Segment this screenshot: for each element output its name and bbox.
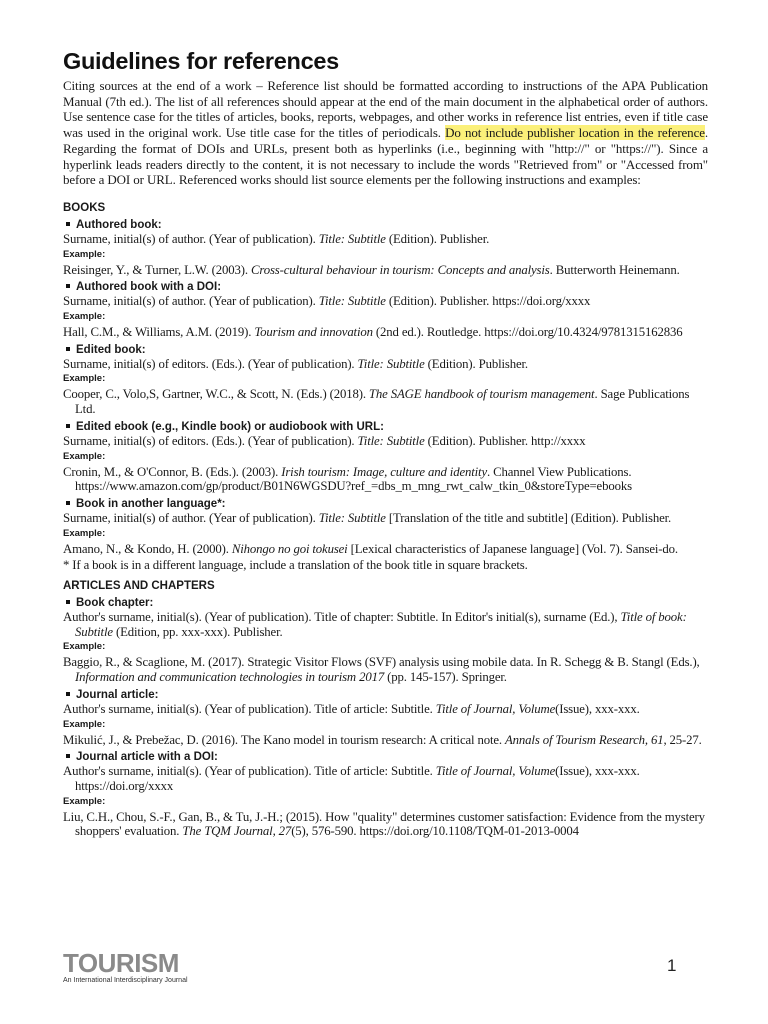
bullet-icon xyxy=(66,692,70,696)
ref-type-heading: Authored book with a DOI: xyxy=(76,281,222,294)
page-number: 1 xyxy=(667,956,677,975)
ref-type-authored-book-doi xyxy=(63,280,708,339)
bullet-icon xyxy=(66,347,70,351)
ref-example: Mikulić, J., & Prebežac, D. (2016). The Kano model in tourism research: A critical note. Annals of Tourism Research, 61, 25-27. xyxy=(63,732,702,747)
journal-footer xyxy=(63,950,188,985)
bullet-icon xyxy=(66,754,70,758)
ref-type-heading: Journal article with a DOI: xyxy=(76,751,218,764)
ref-example: Cooper, C., Volo,S, Gartner, W.C., & Scott, N. (Eds.) (2018). The SAGE handbook of tourism management. Sage Publications Ltd. xyxy=(63,387,690,417)
ref-format: Surname, initial(s) of editors. (Eds.). (Year of publication). Title: Subtitle (Edition). Publisher. http://xxxx xyxy=(63,433,586,448)
ref-type-foreign-language-book xyxy=(63,497,708,573)
document-page xyxy=(63,48,708,839)
ref-type-edited-book xyxy=(63,343,708,417)
bullet-icon xyxy=(66,424,70,428)
example-label: Example: xyxy=(63,795,106,807)
journal-tagline: An International Interdisciplinary Journal xyxy=(63,977,188,984)
ref-type-authored-book xyxy=(63,218,708,277)
section-heading-books: BOOKS xyxy=(63,201,106,214)
bullet-icon xyxy=(66,501,70,505)
page-title: Guidelines for references xyxy=(63,48,339,74)
ref-format: Surname, initial(s) of author. (Year of publication). Title: Subtitle (Edition). Publisher. xyxy=(63,231,490,246)
ref-type-ebook xyxy=(63,420,708,494)
example-label: Example: xyxy=(63,527,106,539)
ref-type-heading: Edited ebook (e.g., Kindle book) or audiobook with URL: xyxy=(76,420,384,433)
ref-example: Cronin, M., & O'Connor, B. (Eds.). (2003). Irish tourism: Image, culture and identity. Channel View Publications. https://www.amazon.com/gp/product/B01N6WGSDU?ref_=dbs_m_mng_rwt_calw_tkin_0&storeType=ebooks xyxy=(63,464,632,494)
ref-type-heading: Edited book: xyxy=(76,343,146,356)
footnote: * If a book is in a different language, include a translation of the book title in square brackets. xyxy=(63,558,528,573)
example-label: Example: xyxy=(63,718,106,730)
ref-format: Author's surname, initial(s). (Year of publication). Title of article: Subtitle. Title of Journal, Volume(Issue), xxx-xxx. https://doi.org/xxxx xyxy=(63,764,640,793)
intro-text: Citing sources at the end of a work – Reference list should be formatted according to instructions of the APA Publication Manual (7th ed.). The list of all references should appear at the end of the main document in the alphabetical order of authors. Use sentence case for the titles of articles, books, reports, webpages, and other works in reference list entries, even if title case was used in the original work. Use title case for the titles of periodicals. xyxy=(63,78,708,141)
ref-type-heading: Book chapter: xyxy=(76,597,154,610)
ref-example: Liu, C.H., Chou, S.-F., Gan, B., & Tu, J.-H.; (2015). How "quality" determines customer satisfaction: Evidence from the mystery shoppers' evaluation. The TQM Journal, 27(5), 576-590. https://doi.org/10.1108/TQM-01-2013-0004 xyxy=(63,809,705,839)
ref-format: Author's surname, initial(s). (Year of publication). Title of article: Subtitle. Title of Journal, Volume(Issue), xxx-xxx. xyxy=(63,701,640,716)
intro-highlight: Do not include publisher location in the reference xyxy=(445,125,705,141)
example-label: Example: xyxy=(63,373,106,385)
bullet-icon xyxy=(66,600,70,604)
ref-example: Reisinger, Y., & Turner, L.W. (2003). Cross-cultural behaviour in tourism: Concepts and analysis. Butterworth Heinemann. xyxy=(63,262,680,277)
ref-example: Hall, C.M., & Williams, A.M. (2019). Tourism and innovation (2nd ed.). Routledge. https://doi.org/10.4324/9781315162836 xyxy=(63,325,683,340)
ref-type-heading: Authored book: xyxy=(76,218,162,231)
example-label: Example: xyxy=(63,450,106,462)
intro-text-continued: . Regarding the format of DOIs and URLs, present both as hyperlinks (i.e., beginning with "http://" or "https://"). Since a hyperlink leads readers directly to the content, it is not necessary to include the words "Retrieved from" or "Accessed from" before a DOI or URL. Referenced works should list source elements per the following instructions and examples: xyxy=(63,125,709,188)
bullet-icon xyxy=(66,284,70,288)
bullet-icon xyxy=(66,222,70,226)
example-label: Example: xyxy=(63,248,106,260)
ref-type-heading: Book in another language*: xyxy=(76,497,226,510)
ref-format: Author's surname, initial(s). (Year of publication). Title of chapter: Subtitle. In Editor's initial(s), surname (Ed.), Title of book: Subtitle (Edition, pp. xxx-xxx). Publisher. xyxy=(63,610,687,639)
ref-example: Baggio, R., & Scaglione, M. (2017). Strategic Visitor Flows (SVF) analysis using mobile data. In R. Schegg & B. Stangl (Eds.), Information and communication technologies in tourism 2017 (pp. 145-157). Springer. xyxy=(63,655,700,685)
ref-example: Amano, N., & Kondo, H. (2000). Nihongo no goi tokusei [Lexical characteristics of Japanese language] (Vol. 7). Sansei-do. xyxy=(63,541,678,556)
ref-type-heading: Journal article: xyxy=(76,688,159,701)
section-heading-articles: ARTICLES AND CHAPTERS xyxy=(63,580,215,593)
ref-format: Surname, initial(s) of editors. (Eds.). (Year of publication). Title: Subtitle (Edition). Publisher. xyxy=(63,356,528,371)
example-label: Example: xyxy=(63,641,106,653)
journal-logo: TOURISM xyxy=(63,948,179,978)
ref-format: Surname, initial(s) of author. (Year of publication). Title: Subtitle [Translation of the title and subtitle] (Edition). Publisher. xyxy=(63,510,672,525)
ref-type-journal-article xyxy=(63,688,708,747)
example-label: Example: xyxy=(63,311,106,323)
ref-type-journal-article-doi xyxy=(63,750,708,839)
ref-format: Surname, initial(s) of author. (Year of publication). Title: Subtitle (Edition). Publisher. https://doi.org/xxxx xyxy=(63,294,591,309)
intro-paragraph xyxy=(63,78,708,188)
ref-type-book-chapter xyxy=(63,596,708,685)
